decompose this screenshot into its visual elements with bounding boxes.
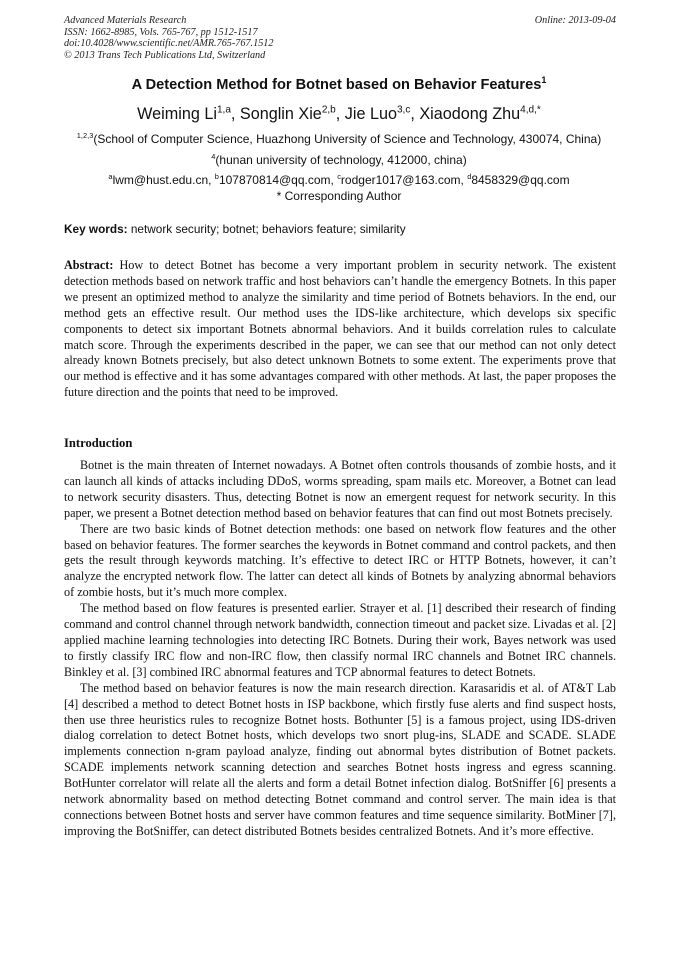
abstract-label: Abstract: [64, 258, 114, 272]
paper-title-text: A Detection Method for Botnet based on Behavior Features [131, 77, 542, 93]
author-mark: 2,b [321, 104, 336, 116]
journal-header [64, 15, 616, 61]
abstract [64, 258, 616, 401]
section-heading-introduction: Introduction [64, 436, 133, 450]
keywords-text: network security; botnet; behaviors feature; similarity [130, 222, 406, 236]
email-mark: a [108, 172, 113, 182]
affiliation-1 [0, 132, 678, 147]
author-list [0, 104, 678, 124]
email-list [0, 173, 678, 188]
author-separator: , [335, 105, 345, 123]
paragraph: The method based on flow features is presented earlier. Strayer et al. [1] described their research of finding command and control channel through network bandwidth, connection timeout and packet size. Livadas et al. [2] applied machine learning technologies into detecting IRC Botnets. During their work, Bayes network was used to firstly classify IRC flow and non-IRC flow, then classify normal IRC channels and Botnet IRC channels. Binkley et al. [3] combined IRC abnormal features and TCP abnormal features to detect Botnets. [64, 601, 616, 679]
journal-doi: doi:10.4028/www.scientific.net/AMR.765-767.1512 [64, 38, 274, 50]
author-separator: , [410, 105, 420, 123]
affiliation-mark: 4 [211, 152, 216, 162]
journal-copyright: © 2013 Trans Tech Publications Ltd, Switzerland [64, 49, 266, 61]
email-address: rodger1017@163.com, [340, 173, 468, 187]
email-address: 107870814@qq.com, [218, 173, 338, 187]
author-name: Jie Luo [344, 105, 397, 123]
author-name: Xiaodong Zhu [419, 105, 521, 123]
author-mark: 1,a [216, 104, 231, 116]
corresponding-author-note: * Corresponding Author [276, 189, 402, 203]
paper-title [0, 76, 678, 94]
keywords-label: Key words: [64, 222, 128, 236]
email-mark: b [214, 172, 219, 182]
online-date: Online: 2013-09-04 [534, 15, 616, 26]
author-name: Songlin Xie [239, 105, 322, 123]
journal-name: Advanced Materials Research [64, 15, 187, 26]
paper-title-footnote: 1 [541, 75, 547, 86]
affiliation-text: (School of Computer Science, Huazhong University of Science and Technology, 430074, China) [93, 132, 602, 146]
author-mark: 4,d,* [520, 104, 541, 116]
email-address: 8458329@qq.com [471, 173, 570, 187]
author-name: Weiming Li [137, 105, 217, 123]
affiliation-text: (hunan university of technology, 412000, china) [215, 153, 467, 167]
author-mark: 3,c [396, 104, 411, 116]
author-separator: , [230, 105, 240, 123]
email-mark: d [467, 172, 472, 182]
affiliation-2 [0, 153, 678, 168]
paragraph: There are two basic kinds of Botnet detection methods: one based on network flow features and the other based on behavior features. The former searches the keywords in Botnet command and control packets, and then gets the result through keywords matching. It’s effective to detect IRC or HTTP Botnets, however, it can’t analyze the encrypted network flow. The latter can detect all kinds of Botnets by analyzing abnormal behaviors of zombie hosts, but it’s much more complex. [64, 521, 616, 600]
email-address: lwm@hust.edu.cn, [112, 173, 215, 187]
paragraph: Botnet is the main threaten of Internet nowadays. A Botnet often controls thousands of zombie hosts, and it can launch all kinds of attacks including DDoS, worms spreading, spam mails etc. Moreover, a Botnet can lead to network security disasters. Thus, detecting Botnet is now an emergent request for network security. In this paper, we present a Botnet detection method based on behavior features that can find out most Botnets precisely. [64, 458, 616, 520]
affiliation-mark: 1,2,3 [76, 131, 94, 141]
abstract-text: How to detect Botnet has become a very important problem in security network. The existent detection methods based on network traffic and host behaviors can’t handle the emergency Botnets. In this paper we present an optimized method to analyze the similarity and time period of Botnets behaviors. In the end, our method gets an effective result. Our method uses the IDS-like architecture, which develops six specific components to detect six important Botnets abnormal behaviors. And it builds correlation rules to calculate match score. Through the experiments described in the paper, we can see that our method can not only detect already known Botnets precisely, but also detect unknown Botnets to some extent. The experiments prove that our method is effective and it has some advantages compared with other methods. At last, the paper proposes the future direction and the points that need to be improved. [64, 258, 616, 400]
paragraph: The method based on behavior features is now the main research direction. Karasaridis et al. of AT&T Lab [4] described a method to detect Botnet hosts in ISP backbone, which firstly fuse alerts and find suspect hosts, then use three heuristics rules to recognize Botnet hosts. Bothunter [5] is a famous project, using IDS-driven dialog correlation to detect Botnet hosts, which develops two snort plug-ins, SLADE and SCADE. SLADE implements connection n-gram payload analyze, finding out abnormal bytes distribution of Botnet packets. SCADE implements network scanning detection and searches Botnet hosts ingress and egress scanning. BotHunter correlator will relate all the alerts and form a detail Botnet infection dialog. BotSniffer [6] presents a network abnormality based on method detecting Botnet command and control server. The main idea is that connections between Botnet hosts and server have common features and time sequence similarity. BotMiner [7], improving the BotSniffer, can detect distributed Botnets besides centralized Botnets. And it’s more effective. [64, 680, 616, 838]
email-mark: c [337, 172, 341, 182]
introduction-body [64, 458, 616, 840]
journal-issn: ISSN: 1662-8985, Vols. 765-767, pp 1512-1517 [64, 26, 258, 38]
keywords [64, 222, 616, 237]
